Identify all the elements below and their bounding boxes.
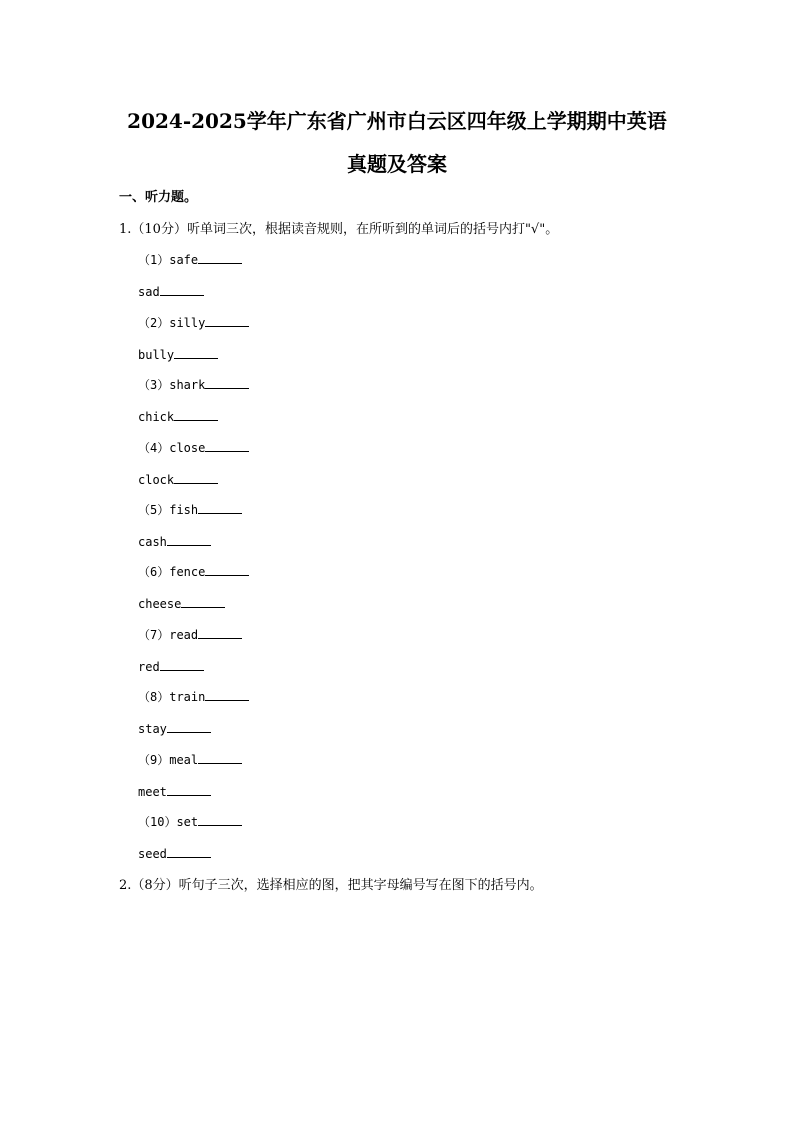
q1-item-2-label: （2）silly — [138, 316, 206, 330]
answer-blank[interactable] — [198, 752, 242, 764]
q1-item-9-second — [138, 784, 211, 799]
question-2-text: 2.（8分）听句子三次，选择相应的图，把其字母编号写在图下的括号内。 — [119, 878, 543, 893]
q1-item-7-label: （7）read — [138, 628, 199, 642]
q1-item-8-second-label: stay — [138, 722, 167, 736]
answer-blank[interactable] — [167, 534, 211, 546]
q1-item-8-second — [138, 721, 211, 736]
q1-item-4-second — [138, 472, 218, 487]
q1-item-6-second-label: cheese — [138, 597, 182, 611]
section-heading-listening: 一、听力题。 — [119, 190, 198, 205]
q1-item-9 — [138, 751, 242, 768]
q1-item-6-label: （6）fence — [138, 565, 206, 579]
q1-item-10-label: （10）set — [138, 815, 199, 829]
q1-item-6 — [138, 563, 249, 580]
q1-item-4-label: （4）close — [138, 441, 206, 455]
answer-blank[interactable] — [167, 721, 211, 733]
answer-blank[interactable] — [198, 627, 242, 639]
q1-item-4 — [138, 439, 249, 456]
document-title-line1: 2024-2025学年广东省广州市白云区四年级上学期期中英语 — [127, 109, 667, 133]
q1-item-8 — [138, 688, 249, 705]
answer-blank[interactable] — [198, 502, 242, 514]
q1-item-5-second-label: cash — [138, 535, 167, 549]
q1-item-7-second — [138, 659, 204, 674]
answer-blank[interactable] — [198, 252, 242, 264]
q1-item-10 — [138, 813, 242, 830]
q1-item-1 — [138, 251, 242, 268]
q1-item-1-second-label: sad — [138, 285, 160, 299]
answer-blank[interactable] — [205, 564, 249, 576]
q1-item-9-second-label: meet — [138, 785, 167, 799]
answer-blank[interactable] — [205, 689, 249, 701]
question-1-text: 1.（10分）听单词三次，根据读音规则，在所听到的单词后的括号内打"√"。 — [119, 222, 559, 237]
answer-blank[interactable] — [198, 814, 242, 826]
answer-blank[interactable] — [205, 440, 249, 452]
q1-item-4-second-label: clock — [138, 473, 175, 487]
document-title-line2: 真题及答案 — [347, 152, 447, 176]
answer-blank[interactable] — [181, 596, 225, 608]
q1-item-1-second — [138, 284, 204, 299]
q1-item-2-second-label: bully — [138, 348, 175, 362]
q1-item-3-second — [138, 409, 218, 424]
q1-item-5-second — [138, 534, 211, 549]
q1-item-3-second-label: chick — [138, 410, 175, 424]
q1-item-7-second-label: red — [138, 660, 160, 674]
answer-blank[interactable] — [174, 347, 218, 359]
q1-item-3-label: （3）shark — [138, 378, 206, 392]
q1-item-2 — [138, 314, 249, 331]
q1-item-6-second — [138, 596, 225, 611]
answer-blank[interactable] — [167, 784, 211, 796]
q1-item-8-label: （8）train — [138, 690, 206, 704]
q1-item-10-second — [138, 846, 211, 861]
q1-item-10-second-label: seed — [138, 847, 167, 861]
answer-blank[interactable] — [160, 284, 204, 296]
q1-item-1-label: （1）safe — [138, 253, 199, 267]
q1-item-3 — [138, 376, 249, 393]
answer-blank[interactable] — [205, 315, 249, 327]
q1-item-9-label: （9）meal — [138, 753, 199, 767]
q1-item-7 — [138, 626, 242, 643]
q1-item-5 — [138, 501, 242, 518]
answer-blank[interactable] — [174, 472, 218, 484]
answer-blank[interactable] — [205, 377, 249, 389]
answer-blank[interactable] — [167, 846, 211, 858]
answer-blank[interactable] — [174, 409, 218, 421]
answer-blank[interactable] — [160, 659, 204, 671]
q1-item-5-label: （5）fish — [138, 503, 199, 517]
q1-item-2-second — [138, 347, 218, 362]
